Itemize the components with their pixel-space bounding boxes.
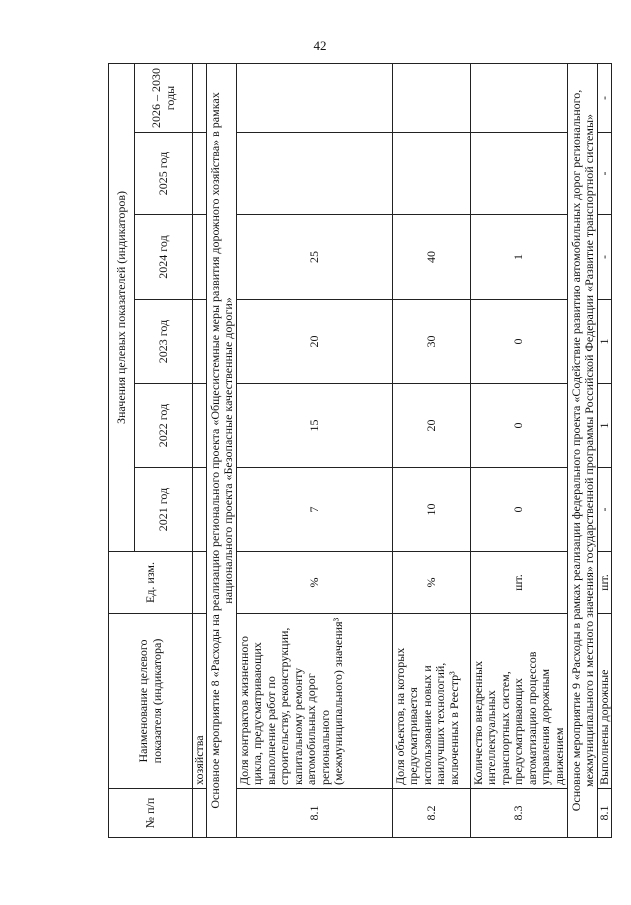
row-value: - (598, 63, 612, 132)
row-value (237, 133, 393, 215)
row-unit: шт. (598, 552, 612, 614)
row-value: 0 (471, 384, 568, 468)
row-unit: шт. (471, 552, 568, 614)
row-value: 7 (237, 468, 393, 552)
row-value (393, 133, 471, 215)
header-unit: Ед. изм. (109, 552, 193, 614)
page-number: 42 (313, 38, 327, 53)
row-value: 40 (393, 215, 471, 300)
continuation-empty (193, 215, 207, 300)
row-value: 15 (237, 384, 393, 468)
rotated-table-container (108, 64, 612, 838)
indicators-table (108, 63, 612, 838)
row-value (393, 63, 471, 132)
row-unit: % (237, 552, 393, 614)
row-value: 0 (471, 300, 568, 384)
row-unit: % (393, 552, 471, 614)
continuation-empty (193, 384, 207, 468)
continuation-empty (193, 133, 207, 215)
continuation-empty (193, 468, 207, 552)
continuation-empty (193, 300, 207, 384)
row-value: 20 (237, 300, 393, 384)
row-value: 30 (393, 300, 471, 384)
header-name: Наименование целевого показателя (индикатора) (109, 614, 193, 789)
header-year: 2023 год (135, 300, 193, 384)
continuation-empty (193, 552, 207, 614)
row-name: Доля контрактов жизненного цикла, предусматривающих выполнение работ по строительству, реконструкции, капитальному ремонту автомобильных дорог регионального (межмуниципального) значения³ (237, 614, 393, 789)
row-value: 10 (393, 468, 471, 552)
continuation-empty (193, 789, 207, 838)
continuation-text: хозяйства (193, 614, 207, 789)
row-number: 8.1 (237, 789, 393, 838)
header-year: 2021 год (135, 468, 193, 552)
row-value (471, 133, 568, 215)
row-value: 25 (237, 215, 393, 300)
row-value: - (598, 215, 612, 300)
row-value: - (598, 133, 612, 215)
header-num: № п/п (109, 789, 193, 838)
row-value (237, 63, 393, 132)
row-name: Доля объектов, на которых предусматривается использование новых и наилучших технологий, включенных в Реестр³ (393, 614, 471, 789)
row-name: Количество внедренных интеллектуальных транспортных систем, предусматривающих автоматизацию процессов управления дорожным движением (471, 614, 568, 789)
continuation-empty (193, 63, 207, 132)
header-year: 2025 год (135, 133, 193, 215)
row-value: 1 (598, 384, 612, 468)
row-value: 1 (598, 300, 612, 384)
header-year: 2022 год (135, 384, 193, 468)
row-value (471, 63, 568, 132)
section-8-title: Основное мероприятие 8 «Расходы на реализацию регионального проекта «Общесистемные меры развития дорожного хозяйства» в рамках национального проекта «Безопасные качественные дороги» (207, 63, 237, 837)
row-value: 0 (471, 468, 568, 552)
row-name: Выполнены дорожные (598, 614, 612, 789)
section-9-title: Основное мероприятие 9 «Расходы в рамках реализации федерального проекта «Содействие развитию автомобильных дорог регионального, межмуниципального и местного значения» государственной программы Российской Федерации «Развитие транспортной системы» (568, 63, 598, 837)
row-number: 8.3 (471, 789, 568, 838)
row-value: - (598, 468, 612, 552)
header-year: 2026 – 2030 годы (135, 63, 193, 132)
row-number: 8.2 (393, 789, 471, 838)
row-number: 8.1 (598, 789, 612, 838)
row-value: 1 (471, 215, 568, 300)
header-values-group: Значения целевых показателей (индикаторов) (109, 63, 135, 551)
row-value: 20 (393, 384, 471, 468)
header-year: 2024 год (135, 215, 193, 300)
